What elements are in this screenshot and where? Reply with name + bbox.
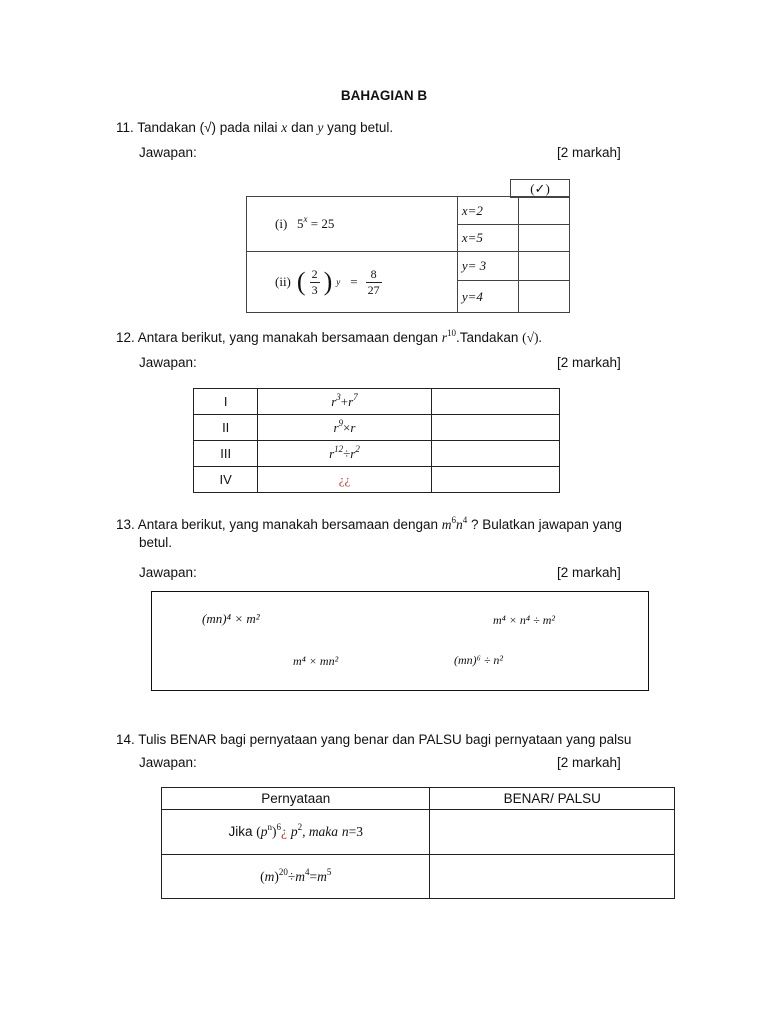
- table-row: [194, 415, 560, 441]
- q13-marks: [2 markah]: [557, 565, 621, 580]
- q13-question: 13. Antara berikut, yang manakah bersamaan dengan $m^6n^4$ ? Bulatkan jawapan yang: [116, 515, 622, 532]
- q12-row-label: III: [194, 441, 258, 467]
- q11-check-cell-4[interactable]: [519, 281, 570, 313]
- q11-part-ii-label: (ii): [275, 274, 291, 289]
- q11-number: 11.: [116, 120, 134, 135]
- q11-check-cell-2[interactable]: [519, 225, 570, 252]
- q12-check-cell[interactable]: [431, 389, 559, 415]
- q11-var-x: x: [281, 120, 288, 135]
- q11-answer-label: Jawapan:: [139, 145, 197, 160]
- q11-part-i-exp: x: [303, 214, 308, 224]
- q11-text-b: yang betul.: [327, 120, 394, 135]
- q13-option-d[interactable]: (mn)⁶ ÷ n²: [454, 653, 504, 667]
- q14-statement-1: Jika $(p^n)^6¿$ $p^2$, maka n=3: [162, 810, 430, 855]
- q12-row-expr: $r^9\times r$: [258, 415, 431, 441]
- table-row: [162, 855, 675, 899]
- table-row: [162, 810, 675, 855]
- q11-option-1: x=2: [457, 197, 519, 225]
- q12-row-expr: $r^{12}\div r^2$: [258, 441, 431, 467]
- q11-text-dan: dan: [291, 120, 314, 135]
- q11-part-i-label: (i): [275, 216, 288, 231]
- q13-option-c[interactable]: m⁴ × mn²: [293, 654, 339, 668]
- q11-part-ii: (ii) ( 2 3 ) y = 8 27: [247, 252, 458, 313]
- q11-table: [246, 196, 570, 313]
- q12-target-base: r: [441, 330, 448, 345]
- q11-option-3: y= 3: [457, 252, 519, 281]
- q13-text-b: ? Bulatkan jawapan yang: [471, 517, 622, 532]
- q11-rhs-den: 27: [367, 282, 380, 297]
- q13-answer-label: Jawapan:: [139, 565, 197, 580]
- q11-var-y: y: [317, 120, 324, 135]
- q14-number: 14.: [116, 732, 135, 747]
- q12-check-cell[interactable]: [431, 415, 559, 441]
- q12-number: 12.: [116, 330, 135, 345]
- q14-col-header-answer: BENAR/ PALSU: [430, 788, 675, 810]
- q14-answer-cell-2[interactable]: [430, 855, 675, 899]
- q11-rhs-num: 8: [370, 266, 377, 281]
- q14-table: [161, 787, 675, 899]
- table-row: [194, 467, 560, 493]
- q12-target-exp: 10: [447, 328, 457, 338]
- q11-check-header: (✓): [510, 179, 570, 198]
- q14-text: Tulis BENAR bagi pernyataan yang benar dan PALSU bagi pernyataan yang palsu: [138, 732, 632, 747]
- q12-row-expr: $r^3+r^7$: [258, 389, 431, 415]
- q14-question: [116, 732, 631, 747]
- q12-row-label: II: [194, 415, 258, 441]
- q11-check-cell-3[interactable]: [519, 252, 570, 281]
- q13-options-box: [151, 591, 649, 691]
- q12-text-b: .Tandakan: [456, 330, 519, 345]
- q11-option-2: x=5: [457, 225, 519, 252]
- q12-check-cell[interactable]: [431, 467, 559, 493]
- q11-part-ii-eq: =: [350, 274, 358, 289]
- q14-answer-cell-1[interactable]: [430, 810, 675, 855]
- q11-part-i-rhs: = 25: [310, 216, 335, 231]
- table-row: [194, 441, 560, 467]
- q12-row-label: IV: [194, 467, 258, 493]
- q11-frac-num: 2: [311, 266, 318, 281]
- q11-frac-den: 3: [311, 282, 318, 297]
- q12-text-a: Antara berikut, yang manakah bersamaan dengan: [137, 330, 438, 345]
- q14-col-header-statement: Pernyataan: [162, 788, 430, 810]
- q12-check-cell[interactable]: [431, 441, 559, 467]
- q11-part-i: [247, 197, 458, 252]
- q12-mark: (√).: [522, 330, 542, 345]
- q13-text-a: Antara berikut, yang manakah bersamaan dengan: [137, 517, 438, 532]
- section-title: BAHAGIAN B: [340, 88, 428, 103]
- q14-marks: [2 markah]: [557, 755, 621, 770]
- q12-answer-label: Jawapan:: [139, 355, 197, 370]
- q11-check-cell-1[interactable]: [519, 197, 570, 225]
- q12-table: [193, 388, 560, 493]
- table-row: [194, 389, 560, 415]
- q13-option-a[interactable]: (mn)⁴ × m²: [202, 611, 260, 626]
- q12-question: [116, 330, 542, 346]
- q11-option-4: y=4: [457, 281, 519, 313]
- q12-row-label: I: [194, 389, 258, 415]
- q14-statement-2: $(m)^{20}\div m^4=m^5$: [162, 855, 430, 899]
- q11-text-a: Tandakan (√) pada nilai: [137, 120, 278, 135]
- q13-option-b[interactable]: m⁴ × n⁴ ÷ m²: [493, 613, 555, 627]
- q14-answer-label: Jawapan:: [139, 755, 197, 770]
- q13-text-c: betul.: [139, 535, 173, 550]
- q11-marks: [2 markah]: [557, 145, 621, 160]
- q11-part-i-base: 5: [297, 216, 304, 231]
- q12-row-expr: ¿¿: [258, 467, 431, 493]
- q12-marks: [2 markah]: [557, 355, 621, 370]
- q11-question: [116, 120, 393, 136]
- q13-number: 13.: [116, 517, 135, 532]
